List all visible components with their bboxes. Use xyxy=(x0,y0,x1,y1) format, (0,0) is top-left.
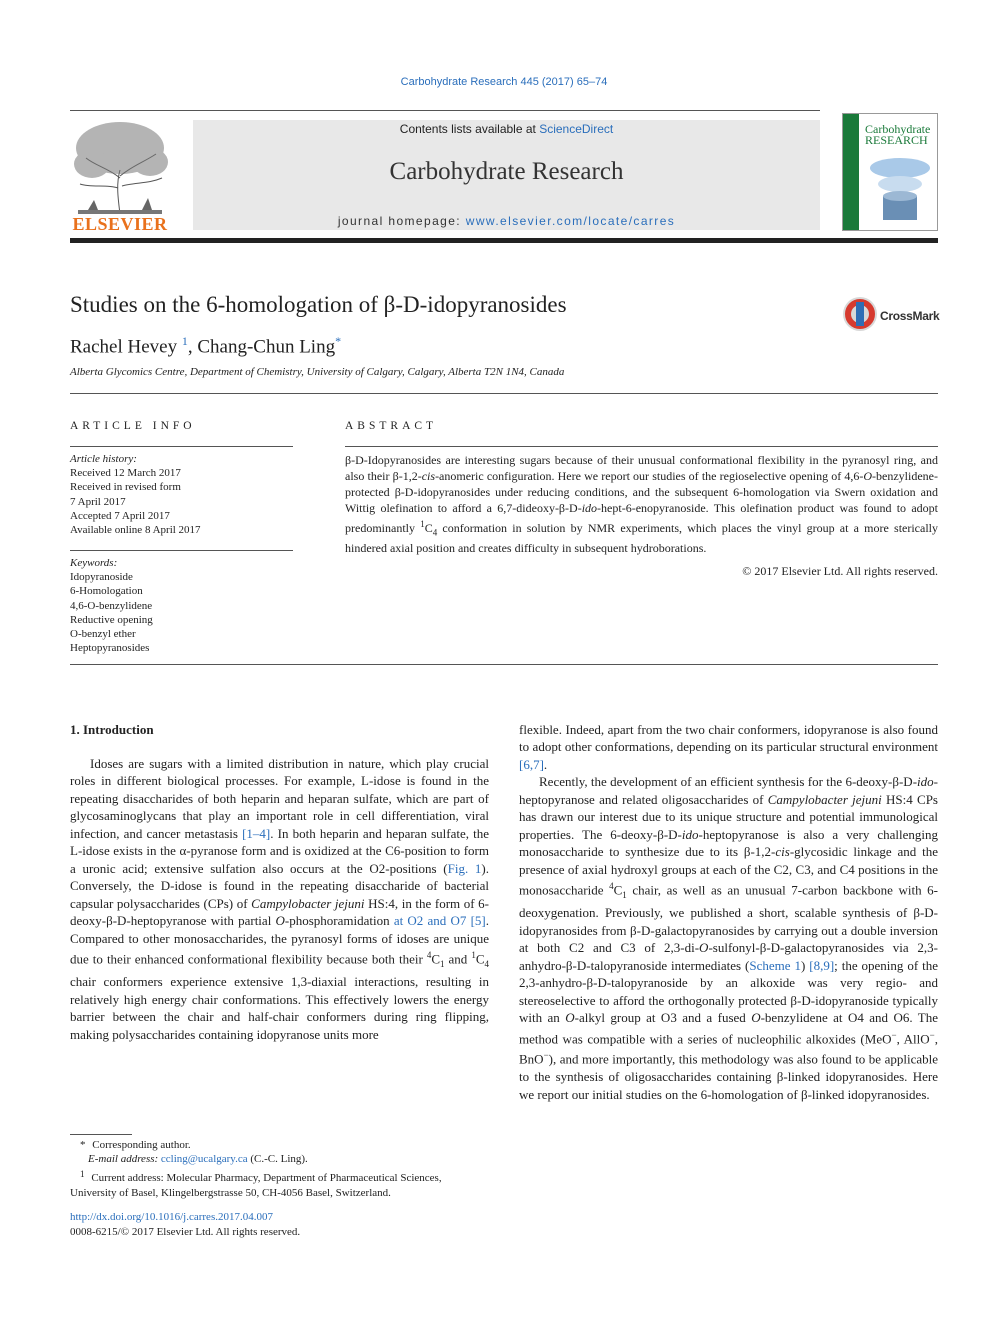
body-paragraph: Recently, the development of an efficient synthesis for the 6-deoxy-β-D-ido-heptopyranose and related oligosaccharides of Campylobacter jejuni HS:4 CPs has drawn our interest due to its unique structure and potential immunological properties. The 6-deoxy-β-D-ido-heptopyranose is also a very challenging monosaccharide to synthesize due to its β-1,2-cis-glycosidic linkage and the presence of axial hydroxyl groups at each of the C2, C3, and C4 positions in the monosaccharide $^4C_1$ chair, as well as an unusual 7-carbon backbone with 6-deoxygenation. Previously, we published a short, scalable synthesis of β-D-idopyranosides from β-D-galactopyranosides by carrying out a double inversion at both C2 and C3 of 2,3-di-O-sulfonyl-β-D-galactopyranosides via 2,3-anhydro-β-D-talopyranoside intermediates (Scheme 1) [8,9]; the opening of the 2,3-anhydro-β-D-talopyranoside by an alkoxide was very regio- and stereoselective to afford the orthogonally protected β-D-idopyranoside typically with an O-alkyl group at O3 and a fused O-benzylidene at O4 and O6. The method was compatible with a series of nucleophilic alkoxides (MeO−, AllO−, BnO−), and more importantly, this methodology was also found to be applicable to the synthesis of oligosaccharides containing β-linked idopyranosides. Here we report our initial studies on the 6-homologation of β-linked idopyranosides. xyxy=(519,774,939,1102)
keyword: O-benzyl ether xyxy=(70,628,136,641)
section-heading-introduction: 1. Introduction xyxy=(70,722,154,737)
article-history xyxy=(70,452,201,537)
cover-spine xyxy=(843,114,859,231)
current-address-note xyxy=(70,1167,490,1200)
author-2-footnote-mark[interactable]: * xyxy=(335,334,342,348)
header-rule-top xyxy=(70,110,820,111)
body-column-right xyxy=(519,721,938,1103)
email-label: E-mail address: xyxy=(88,1153,161,1166)
history-item: Received 12 March 2017 xyxy=(70,467,181,480)
divider xyxy=(70,446,293,447)
corresponding-author-note xyxy=(70,1138,490,1152)
keyword: 4,6-O-benzylidene xyxy=(70,599,153,612)
journal-name: Carbohydrate Research xyxy=(389,158,624,185)
author-separator: , xyxy=(187,336,198,358)
keyword: Idopyranoside xyxy=(70,571,133,584)
divider xyxy=(70,664,938,665)
body-paragraph: Idoses are sugars with a limited distribution in nature, which play crucial roles in different biological processes. For example, L-idose is found in the repeating disaccharides of both heparin and heparan sulfate, which are part of glycosaminoglycans that play an important role in cell differentiation, viral infection, and cancer metastasis [1–4]. In both heparin and heparan sulfate, the L-idose exists in the α-pyranose form and is oxidized at the C6-position to form a uronic acid; extensive sulfation also occurs at the O2-positions (Fig. 1). Conversely, the D-idose is found in the repeating disaccharide of bacterial capsular polysaccharides (CPs) of Campylobacter jejuni HS:4, in the form of 6-deoxy-β-D-heptopyranose with partial O-phosphoramidation at O2 and O7 [5]. Compared to other monosaccharides, the pyranosyl forms of idoses are unique due to their enhanced conformational flexibility because both their $^4C_1$ and $^1C_4$ chair conformers experience extensive 1,3-diaxial interactions, resulting in relatively high energy chair conformations. This effectively lowers the energy barrier between the chair and half-chair conformers during ring flipping, making polysaccharides containing idopyranose units more xyxy=(70,756,490,1042)
affiliation: Alberta Glycomics Centre, Department of Chemistry, University of Calgary, Calgary, Alberta T2N 1N4, Canada xyxy=(70,366,565,378)
history-item: Received in revised form xyxy=(70,481,181,494)
copyright: © 2017 Elsevier Ltd. All rights reserved. xyxy=(742,564,938,578)
corresponding-author-label: Corresponding author. xyxy=(92,1139,191,1151)
elsevier-wordmark: ELSEVIER xyxy=(72,214,168,234)
homepage-link[interactable]: www.elsevier.com/locate/carres xyxy=(465,214,676,228)
sciencedirect-link[interactable]: ScienceDirect xyxy=(539,122,614,136)
citation-link[interactable]: at O2 and O7 [5] xyxy=(393,913,486,929)
figure-link[interactable]: Fig. 1 xyxy=(447,860,482,876)
citation-link[interactable]: [6,7] xyxy=(519,756,544,772)
divider xyxy=(345,446,938,447)
contents-prefix: Contents lists available at xyxy=(399,122,540,136)
keyword: Heptopyranosides xyxy=(70,642,150,655)
author-list xyxy=(70,334,341,358)
body-paragraph: flexible. Indeed, apart from the two chair conformers, idopyranose is also found to adopt other conformations, depending on its particular structural environment [6,7]. xyxy=(519,722,938,772)
email-suffix: (C.-C. Ling). xyxy=(247,1153,308,1166)
cover-title-line-2: RESEARCH xyxy=(865,133,928,147)
author-1-footnote-mark[interactable]: 1 xyxy=(181,334,188,348)
journal-cover-thumbnail[interactable] xyxy=(842,113,938,231)
doi-block xyxy=(70,1210,300,1240)
article-title: Studies on the 6-homologation of β-D-idopyranosides xyxy=(70,292,567,317)
crossmark-icon[interactable] xyxy=(842,296,878,332)
author-1: Rachel Hevey xyxy=(70,336,178,358)
contents-line xyxy=(193,122,820,136)
article-info-heading: ARTICLE INFO xyxy=(70,420,196,432)
homepage-line xyxy=(193,214,820,228)
author-2: Chang-Chun Ling xyxy=(197,336,336,358)
history-label: Article history: xyxy=(70,453,137,465)
keywords-label: Keywords: xyxy=(70,557,118,569)
keywords xyxy=(70,556,153,655)
history-item: Accepted 7 April 2017 xyxy=(70,509,170,522)
journal-citation[interactable]: Carbohydrate Research 445 (2017) 65–74 xyxy=(400,76,608,88)
body-column-left xyxy=(70,755,489,1043)
citation-link[interactable]: [1–4] xyxy=(242,825,271,841)
crossmark-label[interactable]: CrossMark xyxy=(880,309,940,323)
homepage-prefix: journal homepage: xyxy=(337,214,466,228)
keyword: 6-Homologation xyxy=(70,585,143,598)
footnote-mark: * xyxy=(80,1139,86,1151)
history-item: Available online 8 April 2017 xyxy=(70,524,201,537)
scheme-link[interactable]: Scheme 1 xyxy=(749,957,801,973)
header-rule-bottom xyxy=(70,238,938,243)
footnotes xyxy=(70,1138,490,1200)
current-address: Current address: Molecular Pharmacy, Department of Pharmaceutical Sciences, University of Basel, Klingelbergstrasse 50, CH-4056 Basel, Switzerland. xyxy=(70,1172,442,1199)
cover-title-line-1: Carbohydrate xyxy=(865,122,931,136)
email-note xyxy=(70,1152,490,1166)
footnote-mark: 1 xyxy=(80,1168,85,1179)
divider xyxy=(70,393,938,394)
cover-artwork-icon xyxy=(867,154,933,228)
history-item: 7 April 2017 xyxy=(70,495,126,508)
email-link[interactable]: ccling@ucalgary.ca xyxy=(160,1153,248,1166)
keyword: Reductive opening xyxy=(70,613,153,626)
cover-title xyxy=(865,124,930,146)
abstract-heading: ABSTRACT xyxy=(345,420,438,432)
doi-link[interactable]: http://dx.doi.org/10.1016/j.carres.2017.04.007 xyxy=(70,1211,273,1223)
issn-copyright: 0008-6215/© 2017 Elsevier Ltd. All rights reserved. xyxy=(70,1226,301,1238)
divider xyxy=(70,550,293,551)
footnote-rule xyxy=(70,1134,132,1135)
citation-link[interactable]: [8,9] xyxy=(809,957,835,973)
abstract-text: β-D-Idopyranosides are interesting sugars because of their unusual conformational flexibility in the pyranosyl ring, and also their β-1,2-cis-anomeric configuration. Here we report our studies of the regioselective opening of 4,6-O-benzylidene-protected β-D-idopyranosides under reducing conditions, and the subsequent 6-homologation via Swern oxidation and Wittig olefination to afford a 6,7-dideoxy-β-D-ido-hept-6-enopyranoside. This olefination product was found to adopt predominantly $^1C_4$ conformation in solution by NMR experiments, which places the vinyl group at a more sterically hindered axial position and creates difficulty in subsequent hydroborations. xyxy=(345,453,938,556)
